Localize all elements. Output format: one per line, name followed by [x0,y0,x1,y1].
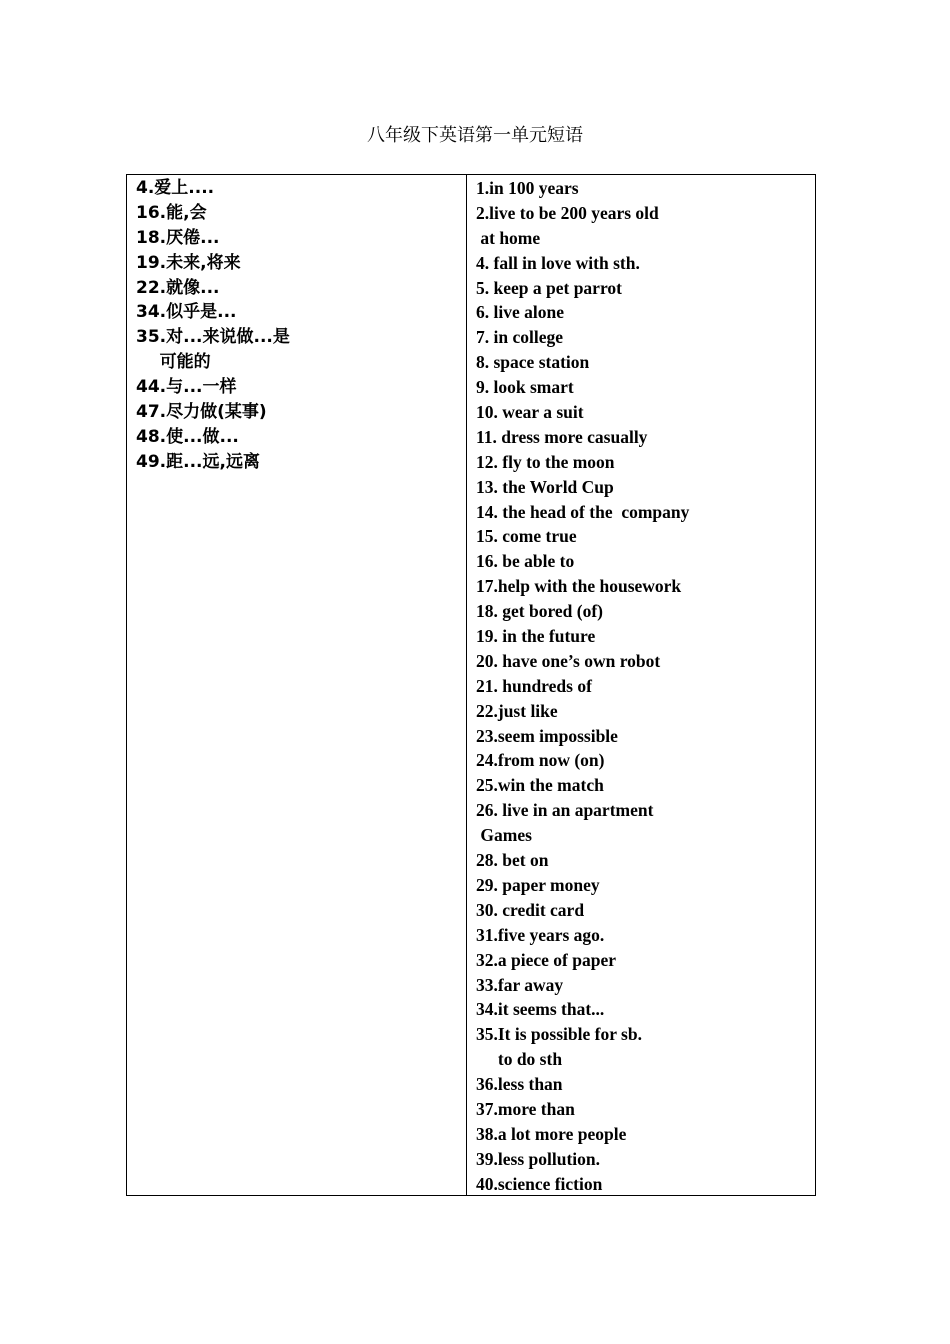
phrase-row: 5. keep a pet parrot [476,277,622,298]
phrase-row: 1.in 100 years [476,178,579,198]
phrase-row: 38.a lot more people [476,1123,627,1144]
phrase-row: 35.It is possible for sb. [476,1024,642,1045]
phrase-row: 19.未来,将来 [136,252,241,273]
phrase-row: 30. credit card [476,899,585,920]
phrase-row: 11. dress more casually [476,426,648,447]
phrase-row: 48.使...做... [136,426,239,447]
phrase-row: 22.just like [476,700,558,721]
phrase-row: 7. in college [476,327,563,348]
phrase-row: 44.与...一样 [136,377,237,398]
phrase-row: 18.厌倦... [136,227,220,248]
phrase-row: 29. paper money [476,874,600,895]
phrase-row: 19. in the future [476,626,596,647]
phrase-row: to do sth [476,1049,563,1070]
phrase-row: 40.science fiction [476,1173,603,1194]
phrase-row: 36.less than [476,1074,563,1095]
phrase-row: 34.it seems that... [476,999,605,1020]
phrase-row: at home [476,227,541,248]
phrase-row: 24.from now (on) [476,750,605,771]
phrase-row: 28. bet on [476,850,549,871]
phrase-row: 22.就像... [136,277,220,298]
english-phrase-column [467,175,815,1195]
phrase-row: 21. hundreds of [476,675,592,696]
phrase-row: 4.爱上.... [136,178,215,198]
phrase-row: 35.对...来说做...是 [136,327,290,348]
phrase-row: Games [476,825,532,846]
phrase-row: 8. space station [476,352,590,373]
phrase-row: 17.help with the housework [476,576,682,597]
phrase-row: 32.a piece of paper [476,949,616,970]
phrase-row: 33.far away [476,974,564,995]
phrase-row: 15. come true [476,526,577,547]
phrase-row: 16. be able to [476,551,575,572]
phrase-row: 13. the World Cup [476,476,614,497]
phrase-row: 25.win the match [476,775,604,796]
phrase-row: 23.seem impossible [476,725,618,746]
page-title: 八年级下英语第一单元短语 [367,125,583,146]
phrase-row: 12. fly to the moon [476,451,615,472]
phrase-row: 47.尽力做(某事) [136,402,267,423]
phrase-row: 16.能,会 [136,202,207,223]
chinese-phrase-column [127,175,467,1195]
phrase-row: 37.more than [476,1098,575,1119]
phrase-row: 14. the head of the company [476,501,690,522]
phrase-row: 31.five years ago. [476,924,605,945]
phrase-row: 2.live to be 200 years old [476,202,659,223]
phrase-table [126,174,816,1196]
phrase-row: 39.less pollution. [476,1148,600,1169]
phrase-row: 18. get bored (of) [476,601,604,622]
phrase-row: 6. live alone [476,302,564,323]
phrase-row: 20. have one’s own robot [476,650,661,671]
phrase-row: 可能的 [136,352,211,373]
phrase-row: 10. wear a suit [476,402,584,423]
phrase-row: 4. fall in love with sth. [476,252,640,273]
phrase-row: 9. look smart [476,377,574,398]
phrase-row: 34.似乎是... [136,302,237,323]
phrase-row: 26. live in an apartment [476,800,654,821]
phrase-row: 49.距...远,远离 [136,451,260,472]
